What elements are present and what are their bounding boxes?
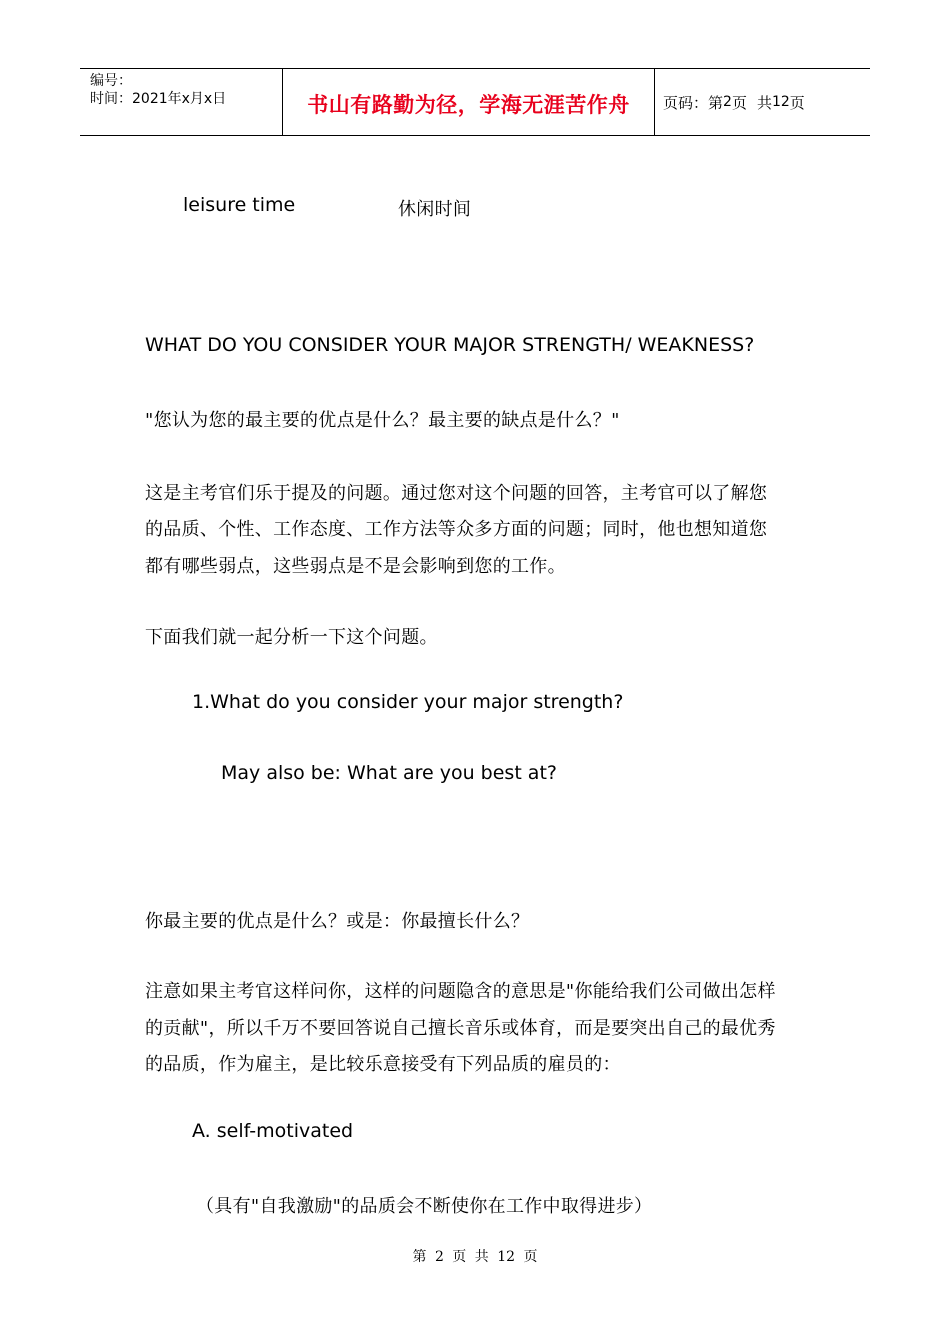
header-meta-cell: [80, 69, 282, 135]
header-motto: 书山有路勤为径，学海无涯苦作舟: [307, 92, 630, 117]
total-pages: 12: [771, 94, 790, 110]
paragraph-3-line-2: 的贡献"，所以千万不要回答说自己擅长音乐或体育，而是要突出自己的最优秀: [145, 1018, 776, 1039]
paragraph-1-line-2: 的品质、个性、工作态度、工作方法等众多方面的问题；同时，他也想知道您: [145, 519, 768, 540]
paragraph-3-line-3: 的品质，作为雇主，是比较乐意接受有下列品质的雇员的：: [145, 1054, 621, 1075]
header-page-cell: [655, 69, 870, 135]
total-label: 共: [756, 93, 772, 112]
question-heading: WHAT DO YOU CONSIDER YOUR MAJOR STRENGTH/ WEAKNESS?: [145, 334, 755, 356]
document-number-label: 编号：: [90, 73, 132, 89]
page-header: [80, 68, 870, 136]
page-unit: 页: [731, 93, 747, 112]
page-number: 2: [723, 94, 732, 110]
paragraph-1-line-3: 都有哪些弱点，这些弱点是不是会影响到您的工作。: [145, 556, 566, 577]
page-footer: 第 2 页 共 12 页: [412, 1249, 538, 1265]
item-a-title: A. self-motivated: [192, 1120, 354, 1142]
item-1-chinese: 你最主要的优点是什么？或是：你最擅长什么？: [145, 911, 530, 932]
paragraph-2: 下面我们就一起分析一下这个问题。: [145, 627, 438, 648]
page-label: 页码：第: [663, 93, 724, 112]
paragraph-3-line-1: 注意如果主考官这样问你，这样的问题隐含的意思是"你能给我们公司做出怎样: [145, 981, 776, 1002]
item-1-alternative: May also be: What are you best at?: [221, 762, 557, 784]
item-1-question: 1.What do you consider your major strength?: [192, 691, 624, 713]
vocab-english: leisure time: [183, 194, 296, 216]
total-unit: 页: [789, 93, 805, 112]
paragraph-1-line-1: 这是主考官们乐于提及的问题。通过您对这个问题的回答，主考官可以了解您: [145, 483, 768, 504]
header-motto-cell: [282, 69, 655, 135]
question-chinese: "您认为您的最主要的优点是什么？最主要的缺点是什么？": [145, 410, 620, 431]
item-a-chinese: （具有"自我激励"的品质会不断使你在工作中取得进步）: [196, 1196, 653, 1217]
vocab-chinese: 休闲时间: [398, 199, 472, 220]
document-date: 时间：2021年x月x日: [90, 91, 227, 107]
